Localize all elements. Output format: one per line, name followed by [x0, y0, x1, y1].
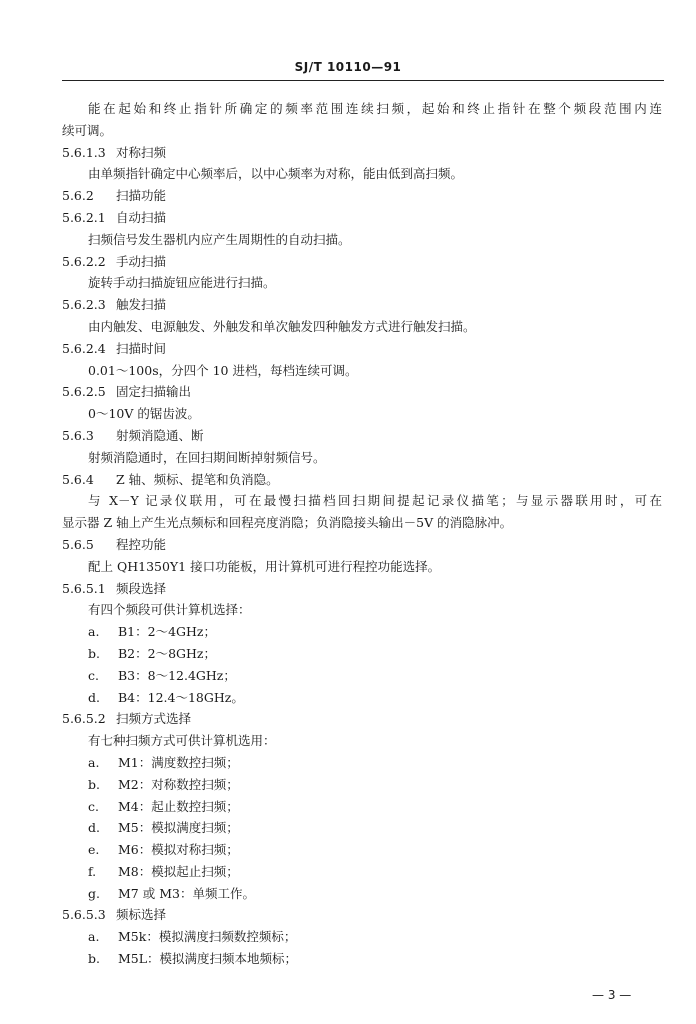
list-text: B3：8～12.4GHz； — [118, 667, 236, 683]
section-number: 5.6.2.4 — [62, 340, 106, 356]
list-text: M5L：模拟满度扫频本地频标； — [118, 951, 298, 967]
list-intro: 有四个频段可供计算机选择： — [88, 602, 251, 618]
section-title: 触发扫描 — [116, 297, 167, 313]
list-text: B4：12.4～18GHz。 — [118, 689, 244, 705]
section-title: 频标选择 — [116, 907, 167, 923]
list-marker: c. — [88, 667, 99, 683]
list-item — [62, 796, 662, 818]
section-number: 5.6.4 — [62, 471, 94, 487]
list-item — [62, 839, 662, 861]
list-item — [62, 883, 662, 905]
list-marker: a. — [88, 624, 100, 640]
list-text: M8：模拟起止扫频； — [118, 863, 239, 879]
page-number: — 3 — — [592, 988, 632, 1002]
section-number: 5.6.5.2 — [62, 711, 106, 727]
section-title: 扫描时间 — [116, 340, 167, 356]
list-marker: b. — [88, 776, 100, 792]
list-text: M5：模拟满度扫频； — [118, 820, 239, 836]
paragraph-line: 能在起始和终止指针所确定的频率范围连续扫频，起始和终止指针在整个频段范围内连 — [88, 101, 662, 116]
list-text: M4：起止数控扫频； — [118, 798, 239, 814]
list-item — [62, 687, 662, 709]
paragraph-line: 显示器 Z 轴上产生光点频标和回程亮度消隐；负消隐接头输出－5V 的消隐脉冲。 — [62, 515, 513, 531]
list-marker: a. — [88, 929, 100, 945]
list-marker: d. — [88, 689, 100, 705]
list-item — [62, 948, 662, 970]
section-body: 扫频信号发生器机内应产生周期性的自动扫描。 — [88, 231, 351, 247]
section-heading — [62, 207, 662, 229]
section-number: 5.6.2.1 — [62, 209, 106, 225]
section-heading — [62, 708, 662, 730]
list-intro: 有七种扫频方式可供计算机选用： — [88, 733, 276, 749]
section-number: 5.6.5.1 — [62, 580, 106, 596]
list-marker: b. — [88, 645, 100, 661]
section-title: 频段选择 — [116, 580, 167, 596]
standard-code-header: SJ/T 10110—91 — [294, 60, 402, 74]
list-item — [62, 621, 662, 643]
section-body: 0.01～100s，分四个 10 进档，每档连续可调。 — [88, 362, 358, 378]
section-heading — [62, 904, 662, 926]
section-title: 手动扫描 — [116, 253, 167, 269]
section-title: 自动扫描 — [116, 209, 167, 225]
section-title: 程控功能 — [116, 536, 167, 552]
section-number: 5.6.2.3 — [62, 297, 106, 313]
list-text: B1：2～4GHz； — [118, 624, 217, 640]
list-marker: a. — [88, 754, 100, 770]
paragraph-line: 续可调。 — [62, 122, 113, 138]
section-heading — [62, 425, 662, 447]
section-heading — [62, 469, 662, 491]
list-item — [62, 817, 662, 839]
section-title: 对称扫频 — [116, 144, 167, 160]
list-marker: f. — [88, 863, 97, 879]
section-number: 5.6.1.3 — [62, 144, 106, 160]
list-text: M2：对称数控扫频； — [118, 776, 239, 792]
paragraph-line: 与 X－Y 记录仪联用，可在最慢扫描档回扫期间提起记录仪描笔；与显示器联用时，可在 — [88, 493, 662, 509]
list-text: M1：满度数控扫频； — [118, 754, 239, 770]
section-heading — [62, 338, 662, 360]
list-item — [62, 774, 662, 796]
list-item — [62, 643, 662, 665]
section-title: 射频消隐通、断 — [116, 427, 204, 443]
section-title: Z 轴、频标、提笔和负消隐。 — [116, 471, 279, 487]
list-marker: e. — [88, 842, 100, 858]
list-item — [62, 861, 662, 883]
section-heading — [62, 381, 662, 403]
section-number: 5.6.5 — [62, 536, 94, 552]
list-text: M5k：模拟满度扫频数控频标； — [118, 929, 297, 945]
list-marker: c. — [88, 798, 99, 814]
section-number: 5.6.3 — [62, 427, 94, 443]
section-number: 5.6.5.3 — [62, 907, 106, 923]
section-heading — [62, 185, 662, 207]
list-text: M6：模拟对称扫频； — [118, 842, 239, 858]
list-item — [62, 752, 662, 774]
list-text: B2：2～8GHz； — [118, 645, 217, 661]
list-marker: d. — [88, 820, 100, 836]
section-heading — [62, 251, 662, 273]
section-body: 旋转手动扫描旋钮应能进行扫描。 — [88, 275, 276, 291]
header-rule — [62, 80, 664, 81]
section-body: 0～10V 的锯齿波。 — [88, 406, 200, 422]
list-item — [62, 665, 662, 687]
section-heading — [62, 534, 662, 556]
section-body: 由内触发、电源触发、外触发和单次触发四种触发方式进行触发扫描。 — [88, 318, 476, 334]
section-title: 扫描功能 — [116, 188, 167, 204]
section-body: 配上 QH1350Y1 接口功能板，用计算机可进行程控功能选择。 — [88, 558, 441, 574]
section-number: 5.6.2 — [62, 188, 94, 204]
section-title: 固定扫描输出 — [116, 384, 192, 400]
section-heading — [62, 142, 662, 164]
list-text: M7 或 M3：单频工作。 — [118, 885, 255, 901]
document-body — [62, 98, 662, 970]
list-marker: b. — [88, 951, 100, 967]
section-number: 5.6.2.2 — [62, 253, 106, 269]
list-item — [62, 926, 662, 948]
list-marker: g. — [88, 885, 100, 901]
section-title: 扫频方式选择 — [116, 711, 192, 727]
section-number: 5.6.2.5 — [62, 384, 106, 400]
section-body: 射频消隐通时，在回扫期间断掉射频信号。 — [88, 449, 326, 465]
section-heading — [62, 294, 662, 316]
section-heading — [62, 578, 662, 600]
section-body: 由单频指针确定中心频率后，以中心频率为对称，能由低到高扫频。 — [88, 166, 464, 182]
